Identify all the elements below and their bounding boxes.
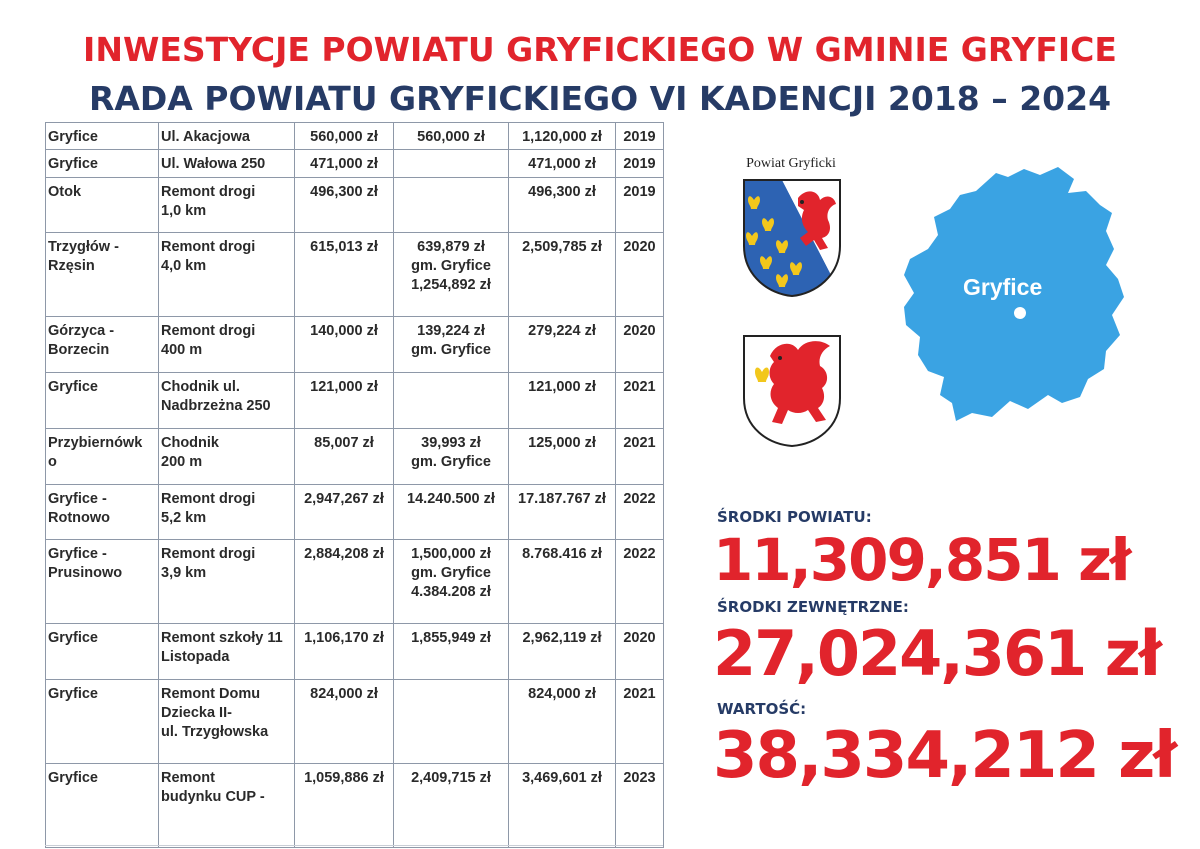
cell-powiat-funds: 2,947,267 zł [295, 485, 394, 540]
cell-task: Ul. Wałowa 250 [159, 150, 295, 178]
cell-year: 2019 [616, 178, 664, 233]
cell-powiat-funds: 85,007 zł [295, 429, 394, 485]
cell-total: 2,509,785 zł [509, 233, 616, 317]
cell-total: 2,962,119 zł [509, 624, 616, 680]
cell-year: 2020 [616, 624, 664, 680]
cell-year: 2021 [616, 429, 664, 485]
cell-external-funds [394, 373, 509, 429]
cell-task: Remont szkoły 11 Listopada [159, 624, 295, 680]
cell-task: Remont budynku CUP - [159, 764, 295, 848]
cell-total: 121,000 zł [509, 373, 616, 429]
table-row [46, 624, 664, 680]
cell-powiat-funds: 1,059,886 zł [295, 764, 394, 848]
page-subtitle: RADA POWIATU GRYFICKIEGO VI KADENCJI 2018 – 2024 [88, 79, 1112, 118]
cell-place: Górzyca - Borzecin [46, 317, 159, 373]
powiat-crest-icon [740, 176, 844, 300]
cell-external-funds [394, 150, 509, 178]
table-row [46, 123, 664, 150]
table-row [46, 317, 664, 373]
cell-place: Gryfice [46, 624, 159, 680]
cell-year: 2022 [616, 485, 664, 540]
cell-external-funds [394, 680, 509, 764]
cell-task: Chodnik ul. Nadbrzeżna 250 [159, 373, 295, 429]
table-row [46, 429, 664, 485]
powiat-funds-value: 11,309,851 zł [713, 526, 1130, 594]
cell-place: Przybiernówk o [46, 429, 159, 485]
map-label: Gryfice [963, 274, 1043, 300]
cell-year: 2022 [616, 540, 664, 624]
powiat-funds-label: ŚRODKI POWIATU: [717, 508, 872, 526]
table-row [46, 178, 664, 233]
cell-task: Remont drogi 400 m [159, 317, 295, 373]
cell-year: 2021 [616, 373, 664, 429]
cell-total: 17.187.767 zł [509, 485, 616, 540]
cell-task: Remont Domu Dziecka II- ul. Trzygłowska [159, 680, 295, 764]
cell-place: Gryfice [46, 373, 159, 429]
cell-external-funds: 639,879 zł gm. Gryfice 1,254,892 zł [394, 233, 509, 317]
cell-place: Gryfice [46, 123, 159, 150]
table-row [46, 680, 664, 764]
crest-label: Powiat Gryficki [746, 156, 836, 171]
cell-powiat-funds: 121,000 zł [295, 373, 394, 429]
cell-total: 8.768.416 zł [509, 540, 616, 624]
total-value: 38,334,212 zł [713, 719, 1176, 793]
cell-year: 2019 [616, 150, 664, 178]
table-row [46, 540, 664, 624]
cell-place: Gryfice [46, 680, 159, 764]
page-title: INWESTYCJE POWIATU GRYFICKIEGO W GMINIE GRYFICE [83, 30, 1117, 69]
cell-task: Remont drogi 5,2 km [159, 485, 295, 540]
investments-table [45, 122, 664, 848]
cell-year: 2023 [616, 764, 664, 848]
cell-powiat-funds: 560,000 zł [295, 123, 394, 150]
total-value-label: WARTOŚĆ: [717, 700, 807, 718]
cell-task: Remont drogi 3,9 km [159, 540, 295, 624]
cell-place: Gryfice - Prusinowo [46, 540, 159, 624]
cell-total: 824,000 zł [509, 680, 616, 764]
table-row [46, 150, 664, 178]
external-funds-value: 27,024,361 zł [713, 617, 1160, 690]
cell-total: 1,120,000 zł [509, 123, 616, 150]
cell-powiat-funds: 615,013 zł [295, 233, 394, 317]
cell-powiat-funds: 496,300 zł [295, 178, 394, 233]
cell-total: 3,469,601 zł [509, 764, 616, 848]
cell-place: Gryfice [46, 764, 159, 848]
cell-external-funds: 1,500,000 zł gm. Gryfice 4.384.208 zł [394, 540, 509, 624]
cell-year: 2021 [616, 680, 664, 764]
cell-place: Otok [46, 178, 159, 233]
cell-powiat-funds: 1,106,170 zł [295, 624, 394, 680]
cell-task: Chodnik 200 m [159, 429, 295, 485]
cell-place: Gryfice - Rotnowo [46, 485, 159, 540]
cell-task: Remont drogi 4,0 km [159, 233, 295, 317]
table-bottom-rule [45, 845, 663, 846]
table-row [46, 233, 664, 317]
cell-place: Trzygłów - Rzęsin [46, 233, 159, 317]
table-row [46, 485, 664, 540]
external-funds-label: ŚRODKI ZEWNĘTRZNE: [717, 598, 909, 616]
cell-external-funds: 14.240.500 zł [394, 485, 509, 540]
cell-powiat-funds: 140,000 zł [295, 317, 394, 373]
cell-task: Remont drogi 1,0 km [159, 178, 295, 233]
cell-total: 496,300 zł [509, 178, 616, 233]
cell-year: 2020 [616, 233, 664, 317]
cell-external-funds: 1,855,949 zł [394, 624, 509, 680]
cell-year: 2019 [616, 123, 664, 150]
cell-external-funds: 139,224 zł gm. Gryfice [394, 317, 509, 373]
cell-external-funds [394, 178, 509, 233]
table-row [46, 764, 664, 848]
table-row [46, 373, 664, 429]
cell-powiat-funds: 824,000 zł [295, 680, 394, 764]
cell-external-funds: 2,409,715 zł [394, 764, 509, 848]
cell-total: 471,000 zł [509, 150, 616, 178]
cell-year: 2020 [616, 317, 664, 373]
cell-total: 279,224 zł [509, 317, 616, 373]
cell-task: Ul. Akacjowa [159, 123, 295, 150]
cell-place: Gryfice [46, 150, 159, 178]
cell-external-funds: 39,993 zł gm. Gryfice [394, 429, 509, 485]
gryfice-crest-icon [740, 332, 844, 450]
cell-powiat-funds: 471,000 zł [295, 150, 394, 178]
cell-external-funds: 560,000 zł [394, 123, 509, 150]
cell-total: 125,000 zł [509, 429, 616, 485]
cell-powiat-funds: 2,884,208 zł [295, 540, 394, 624]
